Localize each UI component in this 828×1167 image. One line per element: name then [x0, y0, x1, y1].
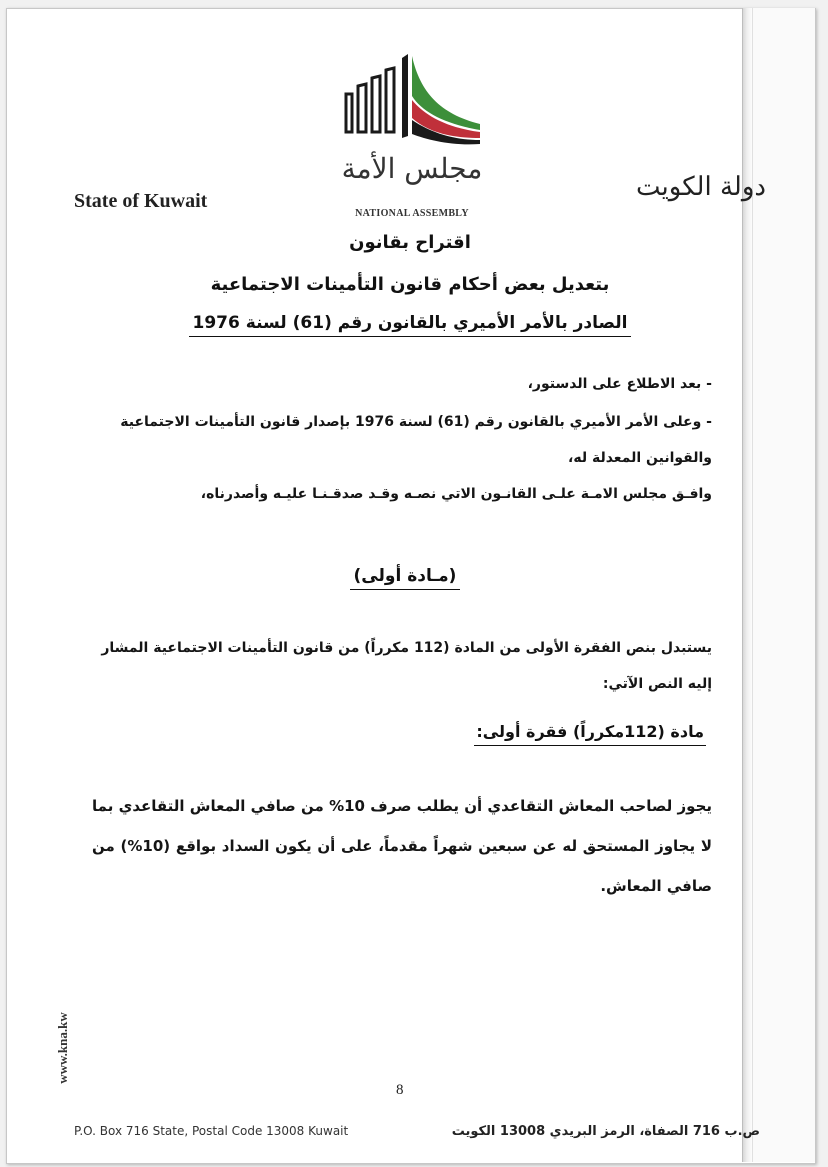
article-subheading: [470, 722, 706, 741]
article-subheading-text: مادة (112مكرراً) فقرة أولى:: [474, 722, 706, 746]
footer-address-english: P.O. Box 716 State, Postal Code 13008 Kuwait: [74, 1124, 349, 1138]
state-of-kuwait-arabic-label: دولة الكويت: [636, 172, 766, 202]
article-intro: يستبدل بنص الفقرة الأولى من المادة (112 مكرراً) من قانون التأمينات الاجتماعية المشار إليه النص الآتي:: [101, 640, 712, 692]
page-number: 8: [396, 1082, 404, 1098]
document-subtitle: بتعديل بعض أحكام قانون التأمينات الاجتماعية: [210, 274, 610, 295]
article-heading-text: (مـادة أولى): [350, 566, 461, 590]
logo-english-text: NATIONAL ASSEMBLY: [355, 208, 469, 219]
law-reference-text: الصادر بالأمر الأميري بالقانون رقم (61) لسنة 1976: [189, 313, 632, 337]
logo-arabic-text: مجلس الأمة: [341, 152, 483, 185]
document-subtitle-law: [150, 313, 670, 333]
preamble-item-constitution: - بعد الاطلاع على الدستور،: [527, 376, 712, 392]
article-heading: [300, 566, 510, 586]
document-title: اقتراح بقانون: [349, 232, 471, 253]
state-of-kuwait-label: State of Kuwait: [74, 190, 208, 212]
national-assembly-logo: [340, 52, 485, 150]
website-url: www.kna.kw: [54, 1012, 70, 1084]
article-text: يجوز لصاحب المعاش التقاعدي أن يطلب صرف 10% من صافي المعاش التقاعدي بما لا يجاوز المستحق له عن سبعين شهراً مقدماً، على أن يكون السداد بواقع (10%) من صافي المعاش.: [92, 797, 713, 895]
preamble-item-approval: وافـق مجلس الامـة علـى القانـون الاتي نصـه وقـد صدقـنـا عليـه وأصدرناه،: [200, 486, 712, 502]
footer-address-arabic: ص.ب 716 الصفاة، الرمز البريدي 13008 الكويت: [451, 1124, 760, 1139]
preamble-item-law: - وعلى الأمر الأميري بالقانون رقم (61) لسنة 1976 بإصدار قانون التأمينات الاجتماعية والقوانين المعدلة له،: [120, 414, 712, 466]
